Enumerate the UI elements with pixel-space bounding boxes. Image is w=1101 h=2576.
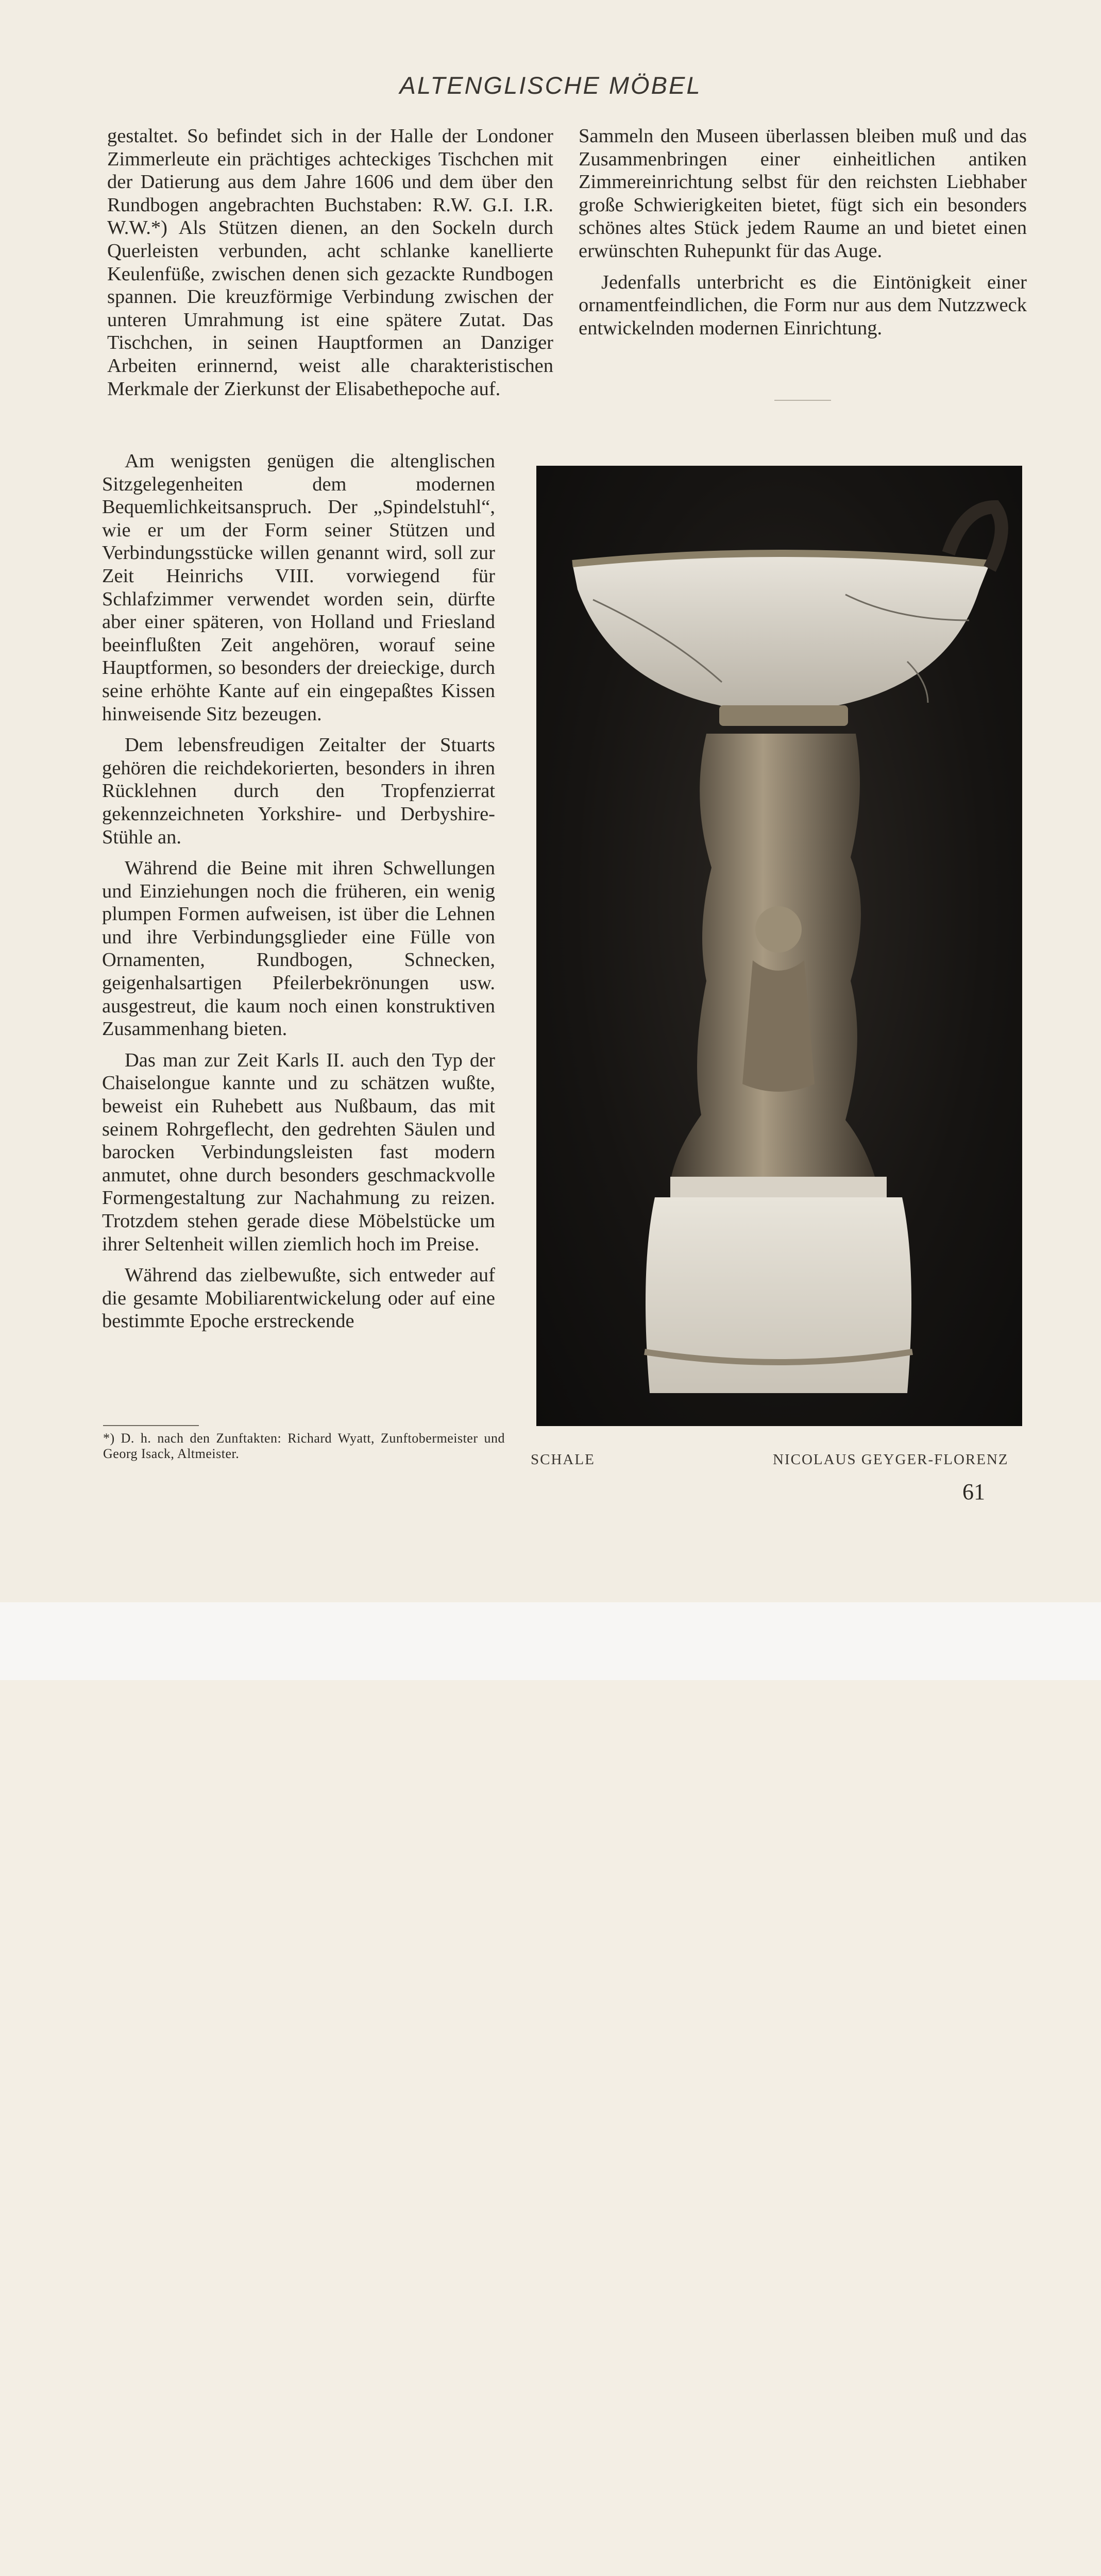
left-column-top-text <box>107 125 553 400</box>
figure-photograph-bowl <box>536 466 1022 1426</box>
paragraph: Während die Beine mit ihren Schwellungen und Einziehungen noch die früheren, ein wenig plumpen Formen aufweisen, ist über die Lehnen und ihre Verbindungsglieder eine Fülle von Ornamenten, Rundbogen, Schnecken, geigenhalsartigen Pfeilerbekrönungen usw. ausgestreut, die kaum noch einen konstruktiven Zusammenhang bieten. <box>102 857 495 1040</box>
paragraph: Während das zielbewußte, sich entweder auf die gesamte Mobiliarentwickelung oder auf eine bestimmte Epoche erstreckende <box>102 1264 495 1332</box>
paragraph: gestaltet. So befindet sich in der Halle der Londoner Zimmerleute ein prächtiges achteckiges Tischchen mit der Datierung aus dem Jahre 1606 und dem über den Rundbogen angebrachten Buchstaben: R.W. G.I. I.R. W.W.*) Als Stützen dienen, an den Sockeln durch Querleisten verbunden, acht schlanke kanellierte Keulenfüße, zwischen denen sich gezackte Rundbogen spannen. Die kreuzförmige Verbindung zwischen der unteren Umrahmung ist eine spätere Zutat. Das Tischchen, in seinen Hauptformen an Danziger Arbeiten erinnernd, weist alle charakteristischen Merkmale der Zierkunst der Elisabethepoche auf. <box>107 125 553 400</box>
right-column-text <box>579 125 1027 340</box>
footnote: *) D. h. nach den Zunftakten: Richard Wyatt, Zunftobermeister und Georg Isack, Altmeister. <box>103 1431 505 1461</box>
running-header: ALTENGLISCHE MÖBEL <box>399 72 702 99</box>
footnote-rule <box>103 1425 199 1426</box>
section-divider <box>774 400 831 401</box>
paragraph: Jedenfalls unterbricht es die Eintönigkeit einer ornamentfeindlichen, die Form nur aus dem Nutzzweck entwickelnden modernen Einrichtung. <box>579 271 1027 339</box>
figure-caption-artist: NICOLAUS GEYGER-FLORENZ <box>773 1451 1009 1468</box>
paragraph: Am wenigsten genügen die altenglischen Sitzgelegenheiten dem modernen Bequemlichkeitsanspruch. Der „Spindelstuhl“, wie er um der Form seiner Stützen und Verbindungsstücke willen genannt wird, soll zur Zeit Heinrichs VIII. vorwiegend für Schlafzimmer verwendet worden sein, dürfte aber einer späteren, von Holland und Friesland beeinflußten Zeit angehören, worauf seine Hauptformen, so besonders der dreieckige, durch seine erhöhte Kante auf ein eingepaßtes Kissen hinweisende Sitz bezeugen. <box>102 450 495 725</box>
digitization-footer-bar <box>0 1602 1101 1680</box>
paragraph: Sammeln den Museen überlassen bleiben muß und das Zusammenbringen einer einheitlichen antiken Zimmereinrichtung selbst für den reichsten Liebhaber große Schwierigkeiten bietet, fügt sich ein besonders schönes altes Stück jedem Raume an und bietet einen erwünschten Ruhepunkt für das Auge. <box>579 125 1027 262</box>
paragraph: Das man zur Zeit Karls II. auch den Typ der Chaiselongue kannte und zu schätzen wußte, beweist ein Ruhebett aus Nußbaum, das mit seinem Rohrgeflecht, den gedrehten Säulen und barocken Verbindungsleisten fast modern anmutet, ohne durch besonders geschmackvolle Formengestaltung zur Nachahmung zu reizen. Trotzdem stehen gerade diese Möbelstücke um ihrer Seltenheit willen ziemlich hoch im Preise. <box>102 1049 495 1255</box>
figure-caption-title: SCHALE <box>531 1451 595 1468</box>
paragraph: Dem lebensfreudigen Zeitalter der Stuarts gehören die reichdekorierten, besonders in ihren Rücklehnen durch den Tropfenzierrat gekennzeichneten Yorkshire- und Derbyshire-Stühle an. <box>102 734 495 848</box>
left-column-bottom-text <box>102 450 495 1333</box>
page-number: 61 <box>962 1479 985 1504</box>
bowl-sculpture-illustration <box>536 466 1022 1426</box>
